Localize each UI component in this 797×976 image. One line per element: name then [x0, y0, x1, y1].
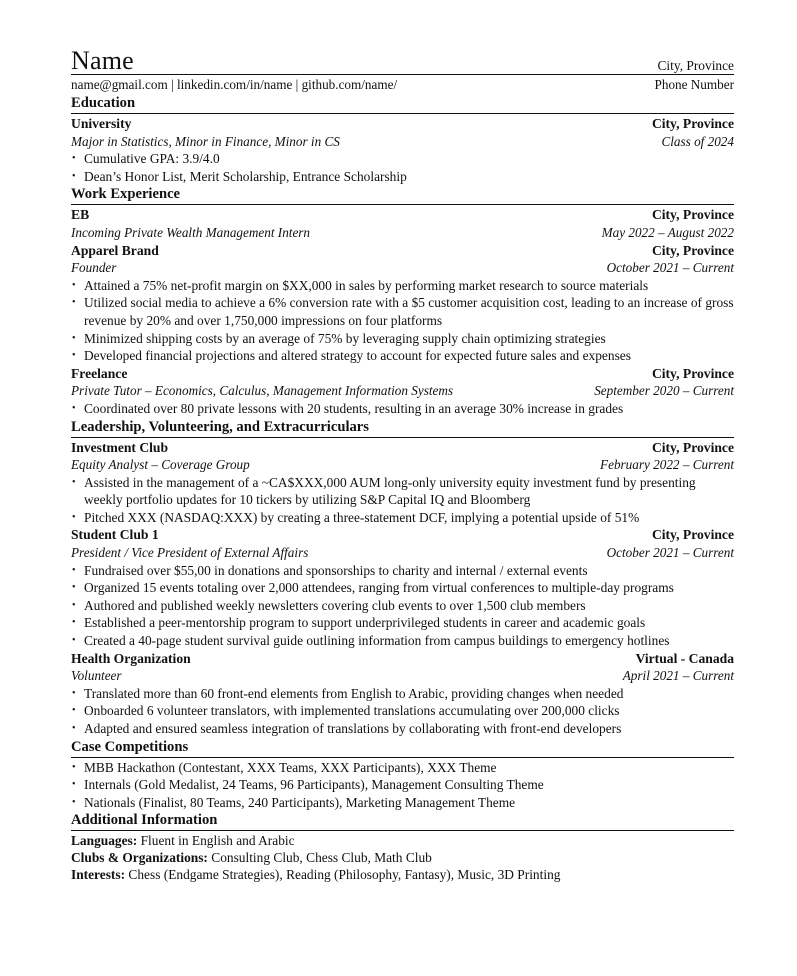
section-title: Leadership, Volunteering, and Extracurriculars: [71, 418, 369, 435]
bullet: • Minimized shipping costs by an average of 75% by leveraging supply chain optimizing strategies: [71, 330, 734, 348]
entry-subheader: [71, 456, 734, 474]
entry-org: Investment Club: [71, 439, 169, 455]
bullet: • Assisted in the management of a ~CA$XXX,000 AUM long-only university equity investment fund by presenting weekly portfolio updates for 10 tickers by utilizing S&P Capital IQ and Bloomberg: [71, 474, 734, 509]
bullet-list: [71, 400, 734, 418]
entry-header: [71, 650, 734, 668]
entry-subheader: [71, 382, 734, 400]
entry-location: City, Province: [651, 365, 734, 381]
info-label: Languages:: [71, 833, 138, 849]
info-value: Consulting Club, Chess Club, Math Club: [211, 850, 432, 866]
entry: [71, 439, 734, 527]
section-title: Additional Information: [71, 812, 218, 829]
entry-role: President / Vice President of External Affairs: [71, 545, 309, 561]
entry-dates: Class of 2024: [661, 133, 734, 149]
bullet: • Coordinated over 80 private lessons with 20 students, resulting in an average 30% increase in grades: [71, 400, 734, 418]
info-languages: [71, 832, 734, 849]
section-divider: [71, 113, 734, 114]
entry-subheader: [71, 133, 734, 151]
bullet: • Developed financial projections and altered strategy to account for expected future sales and expenses: [71, 347, 734, 365]
entry-dates: February 2022 – Current: [600, 457, 734, 473]
bullet: • Nationals (Finalist, 80 Teams, 240 Participants), Marketing Management Theme: [71, 794, 734, 812]
header-location: City, Province: [657, 58, 734, 73]
contact-line: [71, 76, 734, 94]
candidate-name: Name: [71, 46, 134, 75]
entry-dates: October 2021 – Current: [606, 260, 734, 276]
section-title: Work Experience: [71, 186, 181, 203]
entry-role: Equity Analyst – Coverage Group: [71, 457, 250, 473]
section-title: Education: [71, 95, 136, 111]
section-leadership: [71, 418, 734, 738]
bullet: • Adapted and ensured seamless integration of translations by collaborating with front-end developers: [71, 720, 734, 738]
section-divider: [71, 757, 734, 758]
bullet: • Cumulative GPA: 3.9/4.0: [71, 150, 734, 168]
entry-location: City, Province: [651, 439, 734, 455]
entry-subheader: [71, 667, 734, 685]
entry-header: [71, 206, 734, 224]
entry: [71, 242, 734, 365]
entry-dates: October 2021 – Current: [606, 545, 734, 561]
bullet: • MBB Hackathon (Contestant, XXX Teams, XXX Participants), XXX Theme: [71, 759, 734, 777]
section-additional-information: [71, 811, 734, 883]
entry-location: Virtual - Canada: [635, 650, 734, 666]
bullet: • Attained a 75% net-profit margin on $XX,000 in sales by performing market research to source materials: [71, 277, 734, 295]
bullet-list: [71, 685, 734, 738]
entry-org: Freelance: [71, 365, 128, 381]
contact-links: name@gmail.com | linkedin.com/in/name | github.com/name/: [71, 77, 398, 92]
entry-location: City, Province: [651, 527, 734, 543]
section-education: [71, 94, 734, 185]
entry-subheader: [71, 259, 734, 277]
entry-org: Health Organization: [71, 650, 191, 666]
entry-subheader: [71, 224, 734, 242]
bullet: • Authored and published weekly newsletters covering club events to over 1,500 club members: [71, 597, 734, 615]
entry-org: Student Club 1: [71, 527, 159, 543]
entry-role: Volunteer: [71, 668, 122, 684]
entry: [71, 526, 734, 649]
resume-header: [71, 44, 734, 74]
info-clubs: [71, 849, 734, 866]
section-divider: [71, 437, 734, 438]
entry-role: Major in Statistics, Minor in Finance, Minor in CS: [71, 133, 340, 149]
header-divider: [71, 74, 734, 75]
bullet: • Dean’s Honor List, Merit Scholarship, Entrance Scholarship: [71, 168, 734, 186]
entry: [71, 206, 734, 241]
bullet-list: [71, 474, 734, 527]
bullet: • Onboarded 6 volunteer translators, with implemented translations accumulating over 200,000 clicks: [71, 702, 734, 720]
entry-location: City, Province: [651, 116, 734, 131]
bullet: • Internals (Gold Medalist, 24 Teams, 96 Participants), Management Consulting Theme: [71, 776, 734, 794]
section-title: Case Competitions: [71, 738, 189, 755]
section-divider: [71, 204, 734, 205]
bullet: • Created a 40-page student survival guide outlining information from campus buildings to emergency hotlines: [71, 632, 734, 650]
entry-org: University: [71, 116, 132, 131]
bullet: • Fundraised over $55,00 in donations and sponsorships to charity and internal / external events: [71, 562, 734, 580]
entry-org: EB: [71, 207, 90, 223]
entry-header: [71, 439, 734, 457]
bullet: • Translated more than 60 front-end elements from English to Arabic, providing changes when needed: [71, 685, 734, 703]
entry-header: [71, 242, 734, 260]
entry: [71, 365, 734, 418]
bullet-list: [71, 562, 734, 650]
bullet: • Utilized social media to achieve a 6% conversion rate with a $5 customer acquisition cost, leading to an increase of gross revenue by 20% and over 1,750,000 impressions on four platforms: [71, 294, 734, 329]
entry-location: City, Province: [651, 242, 734, 258]
entry-role: Incoming Private Wealth Management Intern: [71, 224, 311, 240]
entry-header: [71, 115, 734, 133]
entry-dates: April 2021 – Current: [622, 668, 734, 684]
entry-org: Apparel Brand: [71, 242, 159, 258]
entry-dates: September 2020 – Current: [594, 383, 734, 399]
info-value: Chess (Endgame Strategies), Reading (Philosophy, Fantasy), Music, 3D Printing: [128, 867, 561, 883]
entry: [71, 115, 734, 185]
entry-header: [71, 365, 734, 383]
entry-location: City, Province: [651, 207, 734, 223]
section-divider: [71, 830, 734, 831]
entry-subheader: [71, 544, 734, 562]
phone-number: Phone Number: [654, 77, 734, 92]
bullet-list: [71, 150, 734, 185]
bullet: • Established a peer-mentorship program to support underprivileged students in career and academic goals: [71, 614, 734, 632]
entry-dates: May 2022 – August 2022: [601, 224, 734, 240]
entry-role: Private Tutor – Economics, Calculus, Management Information Systems: [71, 383, 454, 399]
info-value: Fluent in English and Arabic: [140, 833, 295, 849]
bullet-list: [71, 759, 734, 812]
bullet: • Pitched XXX (NASDAQ:XXX) by creating a three-statement DCF, implying a potential upside of 51%: [71, 509, 734, 527]
info-interests: [71, 866, 734, 883]
section-work-experience: [71, 185, 734, 417]
section-case-competitions: [71, 738, 734, 812]
info-label: Clubs & Organizations:: [71, 850, 208, 866]
bullet: • Organized 15 events totaling over 2,000 attendees, ranging from virtual conferences to multiple-day programs: [71, 579, 734, 597]
bullet-list: [71, 277, 734, 365]
info-label: Interests:: [71, 867, 126, 883]
entry-header: [71, 526, 734, 544]
entry-role: Founder: [71, 260, 117, 276]
entry: [71, 650, 734, 738]
